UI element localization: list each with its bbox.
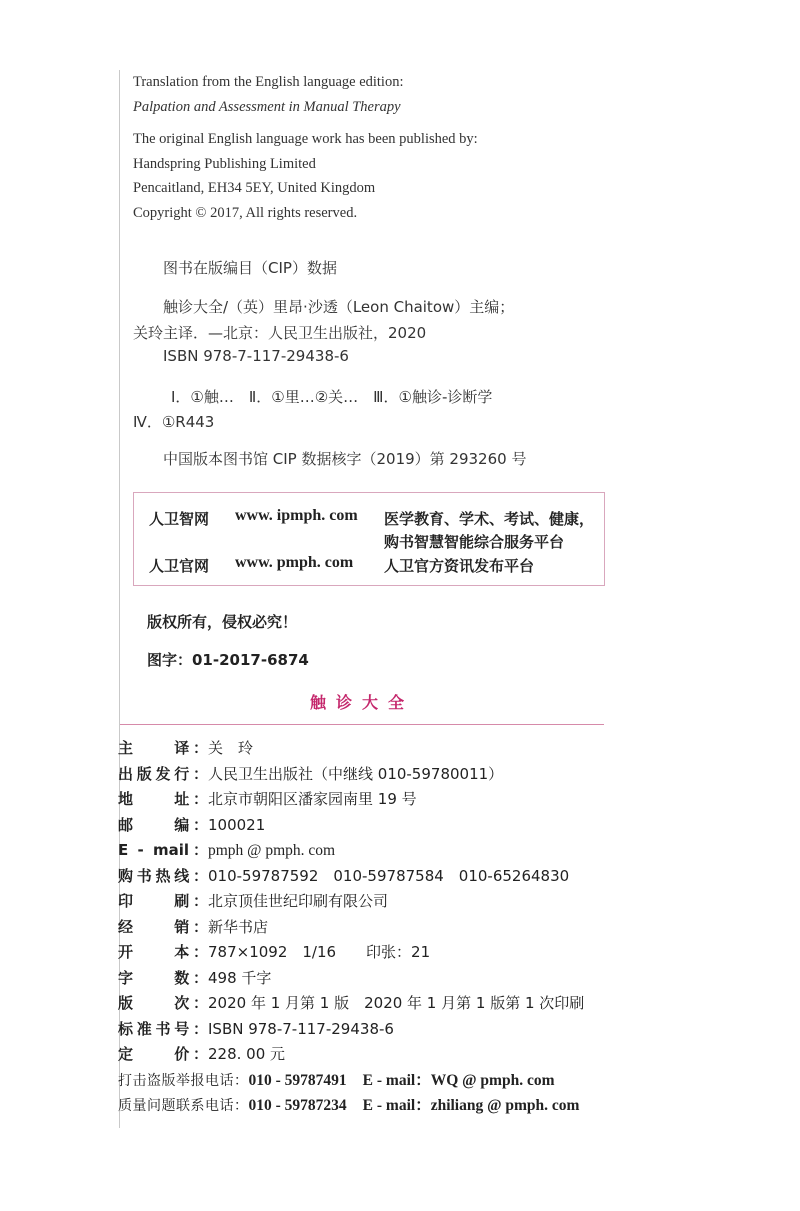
row-label: 定 价： xyxy=(118,1045,208,1063)
quality-phone: 010 - 59787234 xyxy=(248,1097,347,1114)
row-value: pmph @ pmph. com xyxy=(208,842,336,859)
row-value: 北京顶佳世纪印刷有限公司 xyxy=(208,892,389,910)
quality-email: E - mail：zhiliang @ pmph. com xyxy=(362,1097,580,1114)
copyright-notice: 版权所有，侵权必究！ xyxy=(147,613,298,631)
publisher-note: The original English language work has been published by: xyxy=(133,131,478,147)
row-value: 新华书店 xyxy=(208,917,269,936)
row-value: 人民卫生出版社（中继线 010-59780011） xyxy=(208,764,504,783)
translation-note: Translation from the English language edition: xyxy=(133,74,404,90)
colophon-row-distributor xyxy=(118,915,579,941)
row-value: 787×1092 1/16 印张：21 xyxy=(208,943,431,961)
row-label: E - mail： xyxy=(118,841,208,859)
colophon xyxy=(118,736,585,1119)
colophon-row-piracy xyxy=(118,1068,579,1094)
piracy-phone: 010 - 59787491 xyxy=(248,1071,347,1089)
cip-isbn: ISBN 978-7-117-29438-6 xyxy=(163,347,349,365)
book-title: 触诊大全 xyxy=(309,693,414,712)
row-label: 开 本： xyxy=(118,943,208,961)
row-label: 购书热线： xyxy=(118,866,208,885)
row-label: 打击盗版举报电话： xyxy=(118,1072,249,1089)
row-value: 498 千字 xyxy=(208,968,272,987)
original-title: Palpation and Assessment in Manual Therapy xyxy=(133,98,401,115)
website-info-box xyxy=(133,492,605,586)
row-value: 北京市朝阳区潘家园南里 19 号 xyxy=(208,790,417,808)
row-label: 字 数： xyxy=(118,968,208,987)
row-label: 主 译： xyxy=(118,739,208,757)
colophon-row-isbn xyxy=(118,1017,579,1043)
cip-line: 触诊大全/（英）里昂·沙透（Leon Chaitow）主编； xyxy=(163,298,515,316)
row-value: 2020 年 1 月第 1 版 2020 年 1 月第 1 版第 1 次印刷 xyxy=(208,994,585,1012)
colophon-row-printer xyxy=(118,889,579,915)
copyright-line: Copyright © 2017, All rights reserved. xyxy=(133,204,358,221)
cip-classification: Ⅳ．①R443 xyxy=(133,413,215,431)
cip-line: 关玲主译．—北京：人民卫生出版社，2020 xyxy=(133,324,427,342)
colophon-row-quality xyxy=(118,1093,579,1119)
colophon-row-publisher xyxy=(118,762,579,788)
colophon-row-postcode xyxy=(118,813,579,839)
row-label: 地 址： xyxy=(118,790,208,808)
site-url: www. pmph. com xyxy=(235,554,354,571)
colophon-row-address xyxy=(118,787,579,813)
site-description: 医学教育、学术、考试、健康， xyxy=(384,510,595,528)
english-edition-block xyxy=(133,70,478,225)
cip-heading: 图书在版编目（CIP）数据 xyxy=(163,259,337,277)
cip-classification: Ⅰ．①触… Ⅱ．①里…②关… Ⅲ．①触诊-诊断学 xyxy=(171,388,493,406)
row-value: 关 玲 xyxy=(208,739,254,757)
colophon-row-email xyxy=(118,838,579,864)
original-publisher: Handspring Publishing Limited xyxy=(133,155,316,172)
site-name: 人卫智网 xyxy=(149,510,210,528)
row-value: ISBN 978-7-117-29438-6 xyxy=(208,1019,394,1038)
cip-record-number: 中国版本图书馆 CIP 数据核字（2019）第 293260 号 xyxy=(163,450,527,468)
colophon-row-hotline xyxy=(118,864,579,890)
row-label: 经 销： xyxy=(118,917,208,936)
site-url: www. ipmph. com xyxy=(235,507,358,524)
row-label: 邮 编： xyxy=(118,815,208,834)
title-rule xyxy=(120,724,604,725)
row-value: 010-59787592 010-59787584 010-65264830 xyxy=(208,866,570,885)
colophon-row-price xyxy=(118,1042,579,1068)
site-description: 购书智慧智能综合服务平台 xyxy=(384,533,565,551)
row-label: 质量问题联系电话： xyxy=(118,1098,249,1114)
colophon-row-wordcount xyxy=(118,966,579,992)
license-number: 图字：01-2017-6874 xyxy=(147,651,309,669)
row-label: 版 次： xyxy=(118,994,208,1012)
row-label: 出版发行： xyxy=(118,764,208,783)
colophon-row-format xyxy=(118,940,579,966)
row-label: 印 刷： xyxy=(118,892,208,910)
site-name: 人卫官网 xyxy=(149,557,210,575)
row-label: 标准书号： xyxy=(118,1019,208,1038)
site-description: 人卫官方资讯发布平台 xyxy=(384,557,535,575)
colophon-row-translator xyxy=(118,736,579,762)
colophon-row-edition xyxy=(118,991,585,1017)
row-value: 100021 xyxy=(208,815,266,834)
row-value: 228. 00 元 xyxy=(208,1045,286,1063)
piracy-email: E - mail：WQ @ pmph. com xyxy=(362,1071,555,1089)
publisher-address: Pencaitland, EH34 5EY, United Kingdom xyxy=(133,180,376,196)
